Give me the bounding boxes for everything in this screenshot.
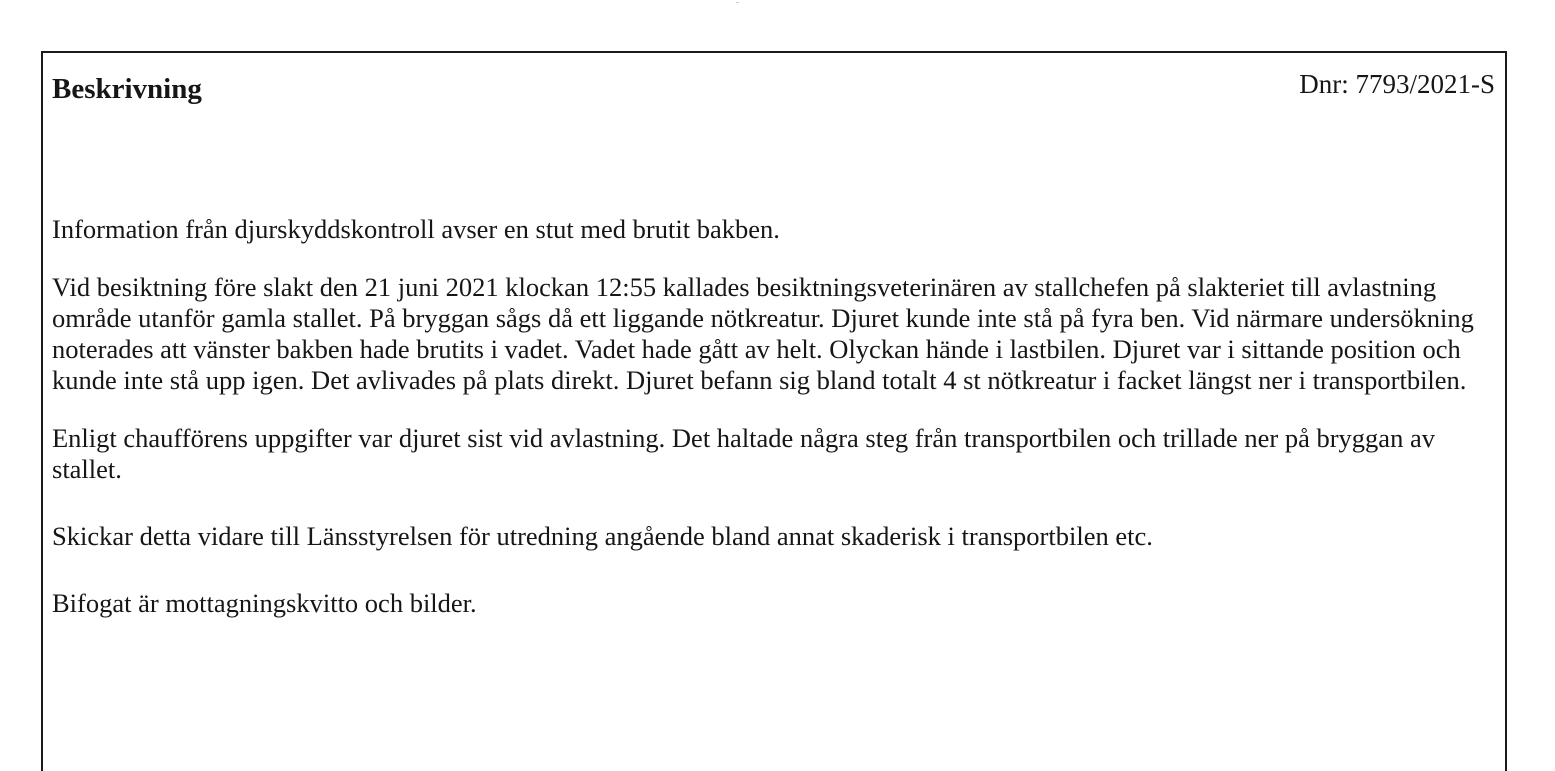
description-body	[52, 214, 1500, 619]
paragraph-inspection: Vid besiktning före slakt den 21 juni 2021 klockan 12:55 kallades besiktningsveterinären av stallchefen på slakteriet till avlastning område utanför gamla stallet. På bryggan sågs då ett liggande nötkreatur. Djuret kunde inte stå på fyra ben. Vid närmare undersökning noterades att vänster bakben hade brutits i vadet. Vadet hade gått av helt. Olyckan hände i lastbilen. Djuret var i sittande position och kunde inte stå upp igen. Det avlivades på plats direkt. Djuret befann sig bland totalt 4 st nötkreatur i facket längst ner i transportbilen.	[52, 272, 1474, 395]
paragraph-attachments: Bifogat är mottagningskvitto och bilder.	[52, 588, 477, 618]
paragraph-intro: Information från djurskyddskontroll avser en stut med brutit bakben.	[52, 214, 780, 244]
scan-artifact	[736, 2, 739, 3]
case-number: Dnr: 7793/2021-S	[1299, 69, 1495, 99]
paragraph-referral: Skickar detta vidare till Länsstyrelsen för utredning angående bland annat skaderisk i transportbilen etc.	[52, 521, 1153, 551]
section-heading: Beskrivning	[52, 73, 202, 105]
paragraph-driver-statement: Enligt chaufförens uppgifter var djuret sist vid avlastning. Det haltade några steg från transportbilen och trillade ner på bryggan av stallet.	[52, 423, 1435, 484]
